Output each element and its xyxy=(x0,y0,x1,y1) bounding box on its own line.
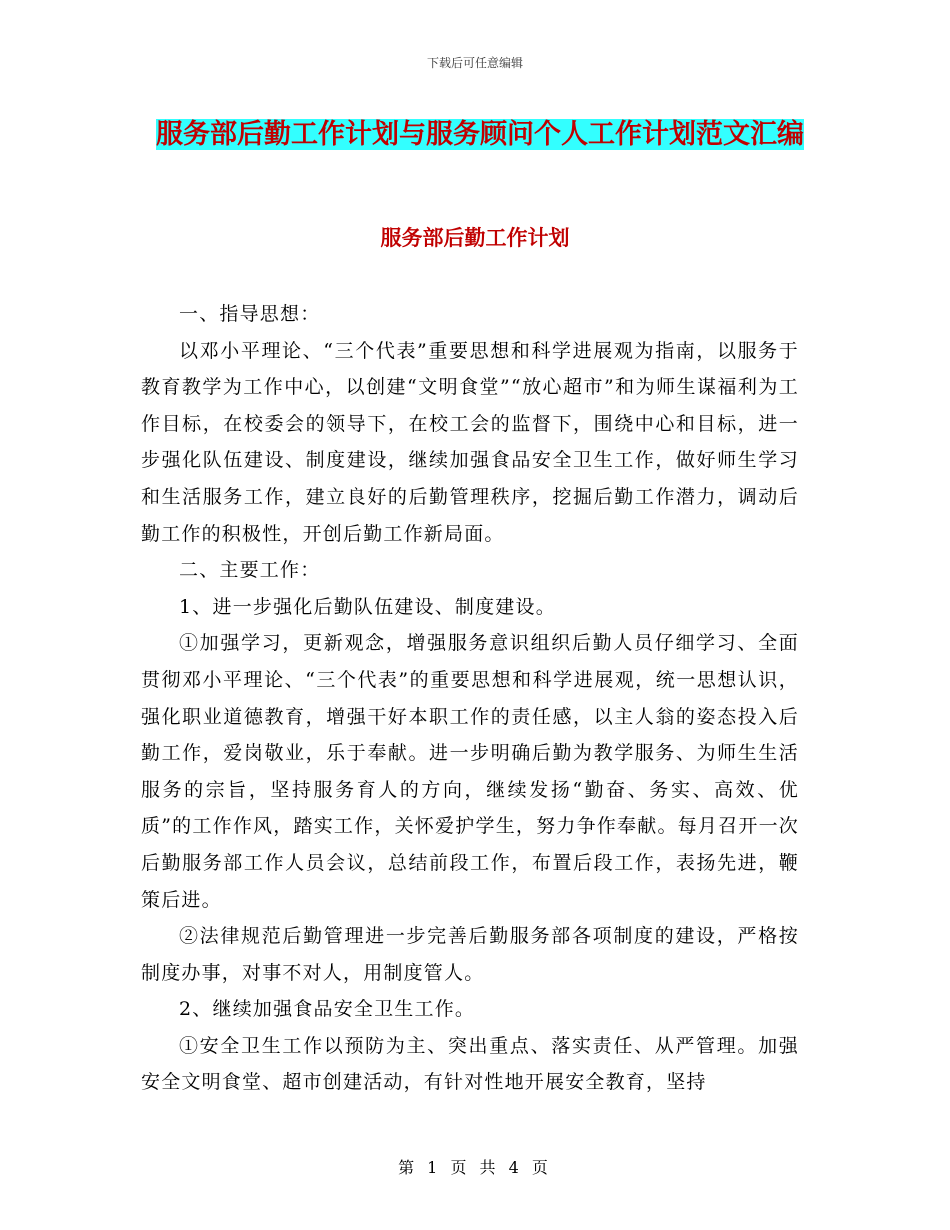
paragraph-item-2-a: ①安全卫生工作以预防为主、突出重点、落实责任、从严管理。加强安全文明食堂、超市创建活动，有针对性地开展安全教育，坚持 xyxy=(141,1034,799,1094)
paragraph-item-1: 1、进一步强化后勤队伍建设、制度建设。 xyxy=(179,595,556,618)
paragraph-guiding-ideology: 以邓小平理论、“三个代表”重要思想和科学进展观为指南，以服务于教育教学为工作中心，以创建“文明食堂”“放心超市”和为师生谋福利为工作目标，在校委会的领导下，在校工会的监督下，围绕中心和目标，进一步强化队伍建设、制度建设，继续加强食品安全卫生工作，做好师生学习和生活服务工作，建立良好的后勤管理秩序，挖掘后勤工作潜力，调动后勤工作的积极性，开创后勤工作新局面。 xyxy=(141,339,799,545)
paragraph-item-1-b: ②法律规范后勤管理进一步完善后勤服务部各项制度的建设，严格按制度办事，对事不对人，用制度管人。 xyxy=(141,925,799,984)
document-body xyxy=(141,296,799,1101)
document-title-text: 服务部后勤工作计划与服务顾问个人工作计划范文汇编 xyxy=(156,119,804,150)
paragraph-heading-guiding-ideology: 一、指导思想： xyxy=(179,303,321,325)
paragraph-heading-main-work: 二、主要工作： xyxy=(179,559,321,582)
header-note: 下载后可任意编辑 xyxy=(426,56,523,70)
document-title xyxy=(140,112,820,157)
page-footer: 第 1 页 共 4 页 xyxy=(398,1158,552,1177)
paragraph-item-2: 2、继续加强食品安全卫生工作。 xyxy=(179,998,476,1021)
paragraph-item-1-a: ①加强学习，更新观念，增强服务意识组织后勤人员仔细学习、全面贯彻邓小平理论、“三个代表”的重要思想和科学进展观，统一思想认识，强化职业道德教育，增强干好本职工作的责任感，以主人翁的姿态投入后勤工作，爱岗敬业，乐于奉献。进一步明确后勤为教学服务、为师生生活服务的宗旨，坚持服务育人的方向，继续发扬“勤奋、务实、高效、优质”的工作作风，踏实工作，关怀爱护学生，努力争作奉献。每月召开一次后勤服务部工作人员会议，总结前段工作，布置后段工作，表扬先进，鞭策后进。 xyxy=(141,632,799,911)
section-title: 服务部后勤工作计划 xyxy=(380,226,570,250)
